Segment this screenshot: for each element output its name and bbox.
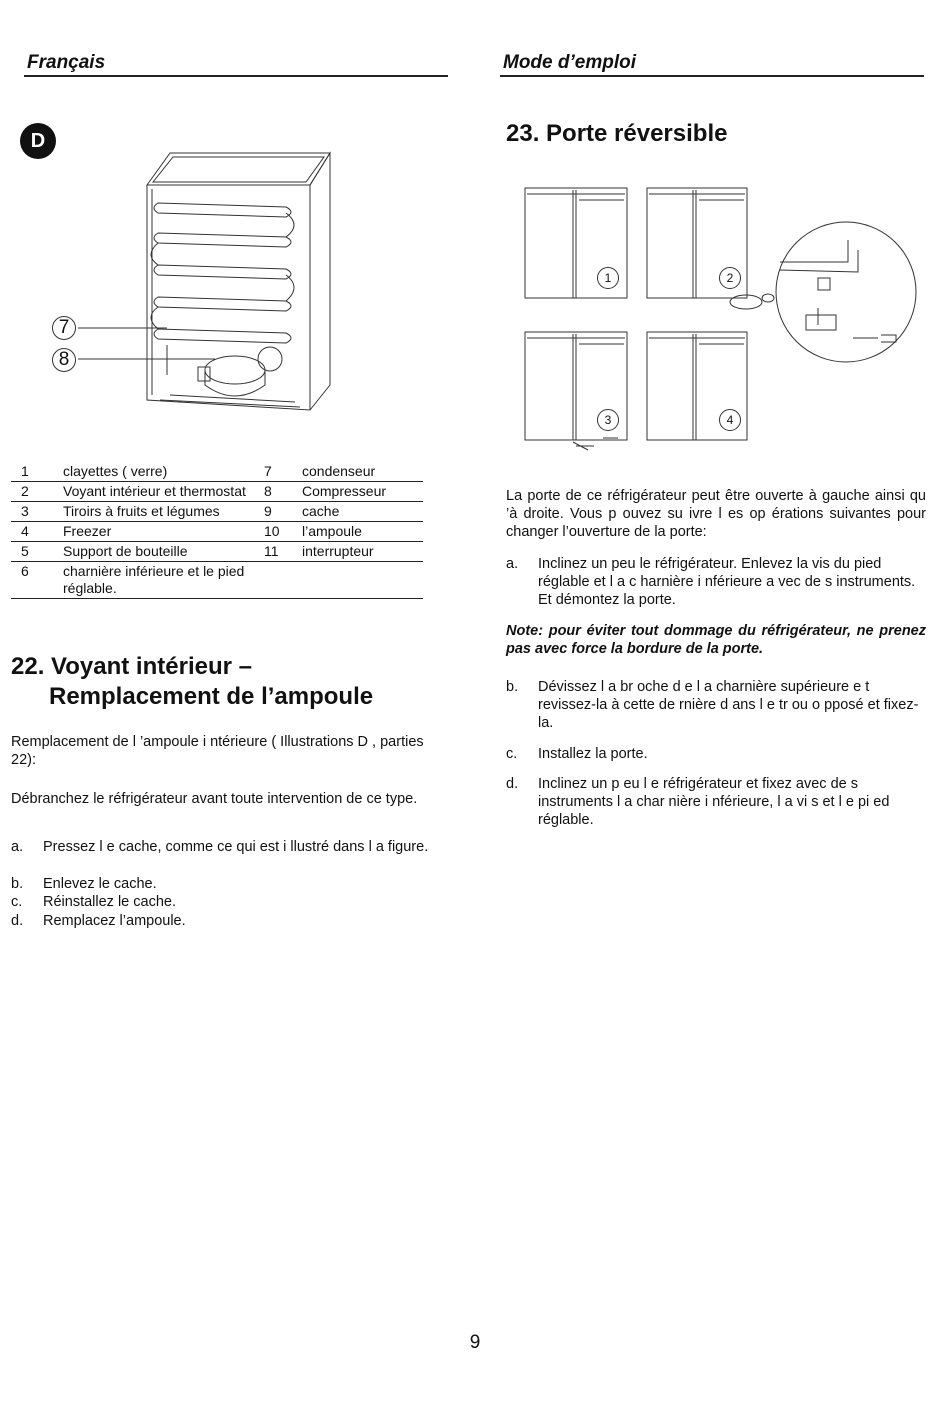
- section-23-title: 23. Porte réversible: [506, 120, 728, 147]
- part-number: 5: [21, 543, 29, 559]
- list-marker: c.: [11, 894, 23, 910]
- table-row: [11, 542, 423, 562]
- part-label: [302, 562, 423, 599]
- list-text: Inclinez un p eu l e réfrigérateur et fixez avec de s instruments l a char nière i nférieure, l a vi s et l e pi ed réglable.: [538, 776, 890, 828]
- list-text: Installez la porte.: [538, 746, 648, 762]
- part-label: charnière inférieure et le pied réglable.: [63, 563, 245, 596]
- list-item: [506, 745, 926, 763]
- part-label: Tiroirs à fruits et légumes: [63, 503, 220, 519]
- table-row: [11, 482, 423, 502]
- header-rule-left: [24, 75, 448, 77]
- table-row: [11, 502, 423, 522]
- section-22-title-line2: Remplacement de l’ampoule: [49, 683, 374, 710]
- part-number: 6: [21, 563, 29, 579]
- table-row: [11, 462, 423, 482]
- callout-7: 7: [52, 316, 76, 340]
- header-rule-right: [500, 75, 924, 77]
- table-row: [11, 522, 423, 542]
- figure-label-2: 2: [719, 267, 741, 289]
- page-number: 9: [469, 1332, 481, 1353]
- figure-label-1: 1: [597, 267, 619, 289]
- list-item: [11, 875, 431, 893]
- section-22-warning: Débranchez le réfrigérateur avant toute intervention de ce type.: [11, 791, 418, 807]
- callout-8: 8: [52, 348, 76, 372]
- parts-table: [11, 462, 423, 599]
- list-marker: d.: [11, 913, 24, 929]
- table-row: [11, 562, 423, 599]
- part-number: [264, 562, 302, 599]
- part-label: Compresseur: [302, 483, 387, 499]
- fridge-back-illustration: [40, 145, 340, 420]
- part-label: Voyant intérieur et thermostat: [63, 483, 246, 499]
- list-text: Dévissez l a br oche d e l a charnière supérieure e t revissez-la à cette de rnière d ans l e tr ou o pposé et fixez-la.: [538, 679, 919, 731]
- header-language: Français: [27, 52, 106, 73]
- list-marker: c.: [506, 746, 518, 762]
- list-marker: b.: [11, 876, 24, 892]
- part-label: cache: [302, 503, 340, 519]
- list-item: [11, 838, 431, 874]
- section-22-title-line1: 22. Voyant intérieur –: [11, 653, 252, 680]
- part-number: 7: [264, 463, 272, 479]
- list-item: [11, 912, 431, 930]
- part-number: 3: [21, 503, 29, 519]
- part-label: condenseur: [302, 463, 376, 479]
- section-22-intro: Remplacement de l ’ampoule i ntérieure ( Illustrations D , parties 22):: [11, 734, 424, 768]
- part-number: 9: [264, 503, 272, 519]
- part-label: interrupteur: [302, 543, 374, 559]
- figure-label-4: 4: [719, 409, 741, 431]
- part-number: 4: [21, 523, 29, 539]
- part-number: 10: [264, 523, 280, 539]
- part-label: Support de bouteille: [63, 543, 188, 559]
- figure-label-3: 3: [597, 409, 619, 431]
- list-marker: b.: [506, 679, 519, 695]
- list-item: [11, 893, 431, 911]
- header-title: Mode d’emploi: [503, 52, 636, 73]
- figure-d-badge: D: [20, 123, 56, 159]
- list-text: Pressez l e cache, comme ce qui est i llustré dans l a figure.: [43, 839, 429, 855]
- list-item: [506, 555, 926, 609]
- part-number: 8: [264, 483, 272, 499]
- list-text: Remplacez l’ampoule.: [43, 913, 186, 929]
- list-marker: a.: [506, 556, 519, 572]
- list-text: Inclinez un peu le réfrigérateur. Enlevez la vis du pied réglable et l a c harnière i nférieure a vec de s instruments. Et démontez la porte.: [538, 556, 916, 608]
- list-text: Réinstallez le cache.: [43, 894, 176, 910]
- list-marker: d.: [506, 776, 519, 792]
- part-label: Freezer: [63, 523, 112, 539]
- list-item: [506, 775, 926, 829]
- list-marker: a.: [11, 839, 24, 855]
- note-warning: Note: pour éviter tout dommage du réfrigérateur, ne prenez pas avec force la bordure de la porte.: [506, 623, 926, 657]
- list-text: Enlevez le cache.: [43, 876, 157, 892]
- part-label: clayettes ( verre): [63, 463, 168, 479]
- part-number: 11: [264, 543, 279, 559]
- list-item: [506, 678, 926, 732]
- section-23-intro: La porte de ce réfrigérateur peut être ouverte à gauche ainsi qu ’à droite. Vous p ouvez su ivre l es op érations suivantes pour changer l’ouverture de la porte:: [506, 488, 926, 540]
- part-number: 2: [21, 483, 29, 499]
- part-number: 1: [21, 463, 29, 479]
- part-label: l’ampoule: [302, 523, 362, 539]
